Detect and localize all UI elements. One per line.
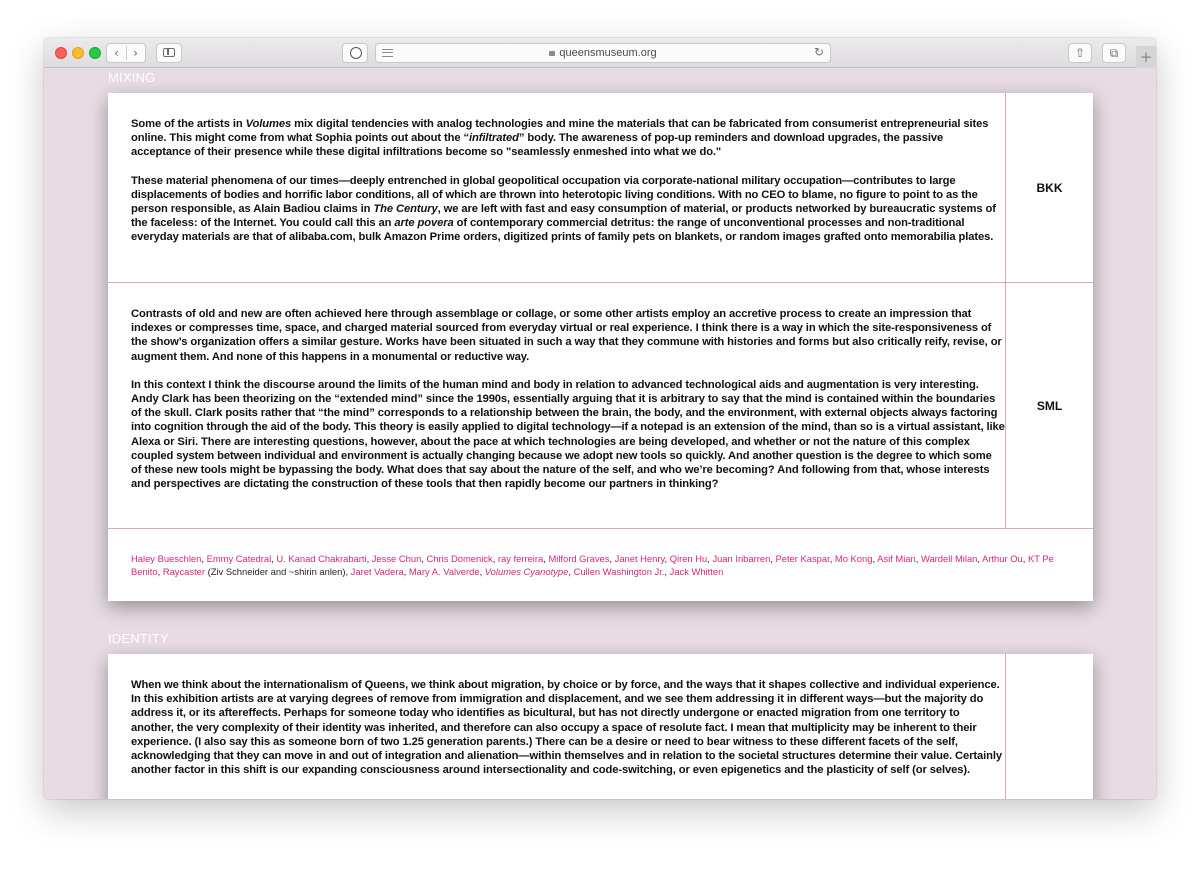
back-icon[interactable]: ‹ xyxy=(114,46,119,60)
share-button[interactable] xyxy=(1068,43,1092,63)
artist-links: Haley Bueschlen, Emmy Catedral, U. Kanad Chakrabarti, Jesse Chun, Chris Domenick, ray ferreira, Milford Graves, Janet Henry, Qiren Hu, Juan Iribarren, Peter Kaspar, Mo Kong, Asif Mian, Wardell Milan, Arthur Ou, KT Pe Benito, Raycaster (Ziv Schneider and ~shirin anlen), Jaret Vadera, Mary A. Valverde, Volumes Cyanotype, Cullen Washington Jr., Jack Whitten xyxy=(131,553,1054,577)
section-title-identity: IDENTITY xyxy=(108,631,169,646)
artist-link[interactable]: Janet Henry xyxy=(614,553,665,564)
mixing-row-bkk-text xyxy=(108,93,1006,282)
browser-toolbar xyxy=(44,38,1156,68)
nav-buttons xyxy=(106,43,146,63)
artist-link[interactable]: Emmy Catedral xyxy=(206,553,272,564)
close-window-button[interactable] xyxy=(55,47,67,59)
artist-link[interactable]: Jaret Vadera xyxy=(350,565,404,577)
paragraph: When we think about the internationalism of Queens, we think about migration, by choice or by force, and the ways that it shapes collective and individual experience. In this exhibition artists are at varying degrees of remove from immigration and displacement, and we see them addressing it in different ways—but the majority do address it, or its aftereffects. Perhaps for someone today who identifies as bicultural, but has not directly undergone or enacted migration from one territory to another, the very complexity of their identity was inherited, and therefore can also occupy a space of resolute fact. I mean that multiplicity may be inherent to their experience. (I also say this as someone born of two 1.25 generation parents.) There can be a desire or need to bear witness to these different facets of the self, acknowledging that they can move in and out of integration and alienation—within themselves and in relation to the societal structures determine their value. Certainly another factor in this shift is our expanding consciousness around intersectionality and code-switching, or even epigenetics and the plasticity of self (or selves). xyxy=(131,679,1003,777)
url-text xyxy=(376,44,830,62)
sidebar-icon xyxy=(163,48,175,57)
artist-link[interactable]: Volumes Cyanotype xyxy=(484,565,569,577)
row-tag-sml: SML xyxy=(1036,399,1063,413)
artist-link[interactable]: Haley Bueschlen xyxy=(131,553,202,564)
artist-link[interactable]: Arthur Ou xyxy=(982,553,1023,564)
artist-link[interactable]: Qiren Hu xyxy=(669,553,708,564)
tab-overview-button[interactable] xyxy=(1102,43,1126,63)
forward-icon[interactable]: › xyxy=(133,46,138,60)
url-label: queensmuseum.org xyxy=(559,47,657,59)
identity-row xyxy=(108,654,1093,799)
browser-window xyxy=(44,38,1156,799)
mixing-row-sml xyxy=(108,283,1093,529)
artist-link[interactable]: Jack Whitten xyxy=(669,565,724,577)
mixing-row-sml-text xyxy=(108,283,1006,528)
sidebar-button[interactable] xyxy=(156,43,182,63)
tabs-icon: ⧉ xyxy=(1109,46,1119,60)
address-bar[interactable] xyxy=(375,43,831,63)
section-title-mixing: MIXING xyxy=(108,70,156,85)
identity-card xyxy=(108,654,1093,799)
new-tab-button[interactable] xyxy=(1136,46,1156,68)
new-tab-icon: + xyxy=(1139,48,1153,66)
row-tag-bkk: BKK xyxy=(1036,181,1063,195)
identity-row-text xyxy=(108,654,1006,799)
paragraph: In this context I think the discourse around the limits of the human mind and body in relation to advanced technological aids and augmentation is very interesting. Andy Clark has been theorizing on the “extended mind” since the 1990s, essentially arguing that it is arbitrary to say that the mind is contained within the boundaries of the skull. Clark posits rather that “the mind” corresponds to a relationship between the brain, the body, and the environment, with external objects always factoring into cognition through the aid of the body. This theory is easily applied to digital technology—if a notepad is an extension of the mind, than so is a virtual assistant, like Alexa or Siri. There are interesting questions, however, about the pace at which technologies are being developed, and whether or not the nature of this complex coupled system between individual and environment is actually changing because we adopt new tools so quickly. And another question is the degree to which some of these new tools might be bypassing the body. What does that say about the nature of the self, and who we’re becoming? And following from that, whose interests and perspectives are dictating the construction of these tools that then rapidly become our partners in thinking? xyxy=(131,378,1005,491)
reload-icon[interactable]: ↻ xyxy=(813,45,824,59)
artist-link[interactable]: Asif Mian xyxy=(877,553,916,564)
mixing-card xyxy=(108,93,1093,601)
artist-link[interactable]: ray ferreira xyxy=(497,553,544,564)
artist-link[interactable]: Chris Domenick xyxy=(426,553,493,564)
privacy-report-button[interactable] xyxy=(342,43,368,63)
artist-link[interactable]: Raycaster xyxy=(162,565,206,577)
zoom-window-button[interactable] xyxy=(89,47,101,59)
artist-link[interactable]: Milford Graves xyxy=(548,553,610,564)
share-icon: ⇧ xyxy=(1074,46,1086,60)
lock-icon xyxy=(549,51,555,56)
paragraph: Contrasts of old and new are often achieved here through assemblage or collage, or some other artists employ an accretive process to create an impression that indexes or compresses time, space, and charged material sourced from everyday virtual or real experience. I think there is a way in which the site-responsiveness of the show’s organization offers a similar gesture. Works have been situated in such a way that they commune with histories and forms but also critically reify, revise, or augment them. And none of this happens in a monumental or reductive way. xyxy=(131,308,1002,363)
artist-link[interactable]: Juan Iribarren xyxy=(712,553,771,564)
paragraph: These material phenomena of our times—deeply entrenched in global geopolitical occupation via corporate-national military occupation—contributes to large displacements of bodies and horrific labor conditions, all of which are thrown into heterotopic living conditions. With no CEO to blame, no figure to point to as the person responsible, as Alain Badiou claims in The Century, we are left with fast and easy consumption of material, or products networked by bureaucratic systems of the faceless: of the Internet. You could call this an arte povera of contemporary commercial detritus: the range of unconventional processes and non-traditional everyday materials are that of alibaba.com, bulk Amazon Prime orders, digitized prints of family pets on blankets, or random images grafted onto memorabilia plates. xyxy=(131,174,996,244)
artist-link[interactable]: Peter Kaspar xyxy=(775,553,830,564)
artist-link[interactable]: Wardell Milan xyxy=(920,553,978,564)
artist-link[interactable]: Mary A. Valverde xyxy=(408,565,480,577)
artist-note: (Ziv Schneider and ~shirin anlen) xyxy=(205,565,346,577)
artist-link[interactable]: Cullen Washington Jr. xyxy=(573,565,665,577)
page-viewport xyxy=(44,68,1156,799)
artist-link[interactable]: KT Pe Benito xyxy=(131,553,1054,577)
privacy-report-icon xyxy=(350,47,362,59)
mixing-row-bkk xyxy=(108,93,1093,283)
minimize-window-button[interactable] xyxy=(72,47,84,59)
artist-link[interactable]: U. Kanad Chakrabarti xyxy=(276,553,367,564)
artist-link[interactable]: Mo Kong xyxy=(834,553,873,564)
artist-link[interactable]: Jesse Chun xyxy=(371,553,422,564)
paragraph: Some of the artists in Volumes mix digital tendencies with analog technologies and mine the materials that can be fabricated from consumerist entrepreneurial sites online. This might come from what Sophia points out about the “infiltrated” body. The awareness of pop-up reminders and download upgrades, the passive acceptance of their presence while these digital infiltrations become so "seamlessly enmeshed into what we do." xyxy=(131,118,989,159)
